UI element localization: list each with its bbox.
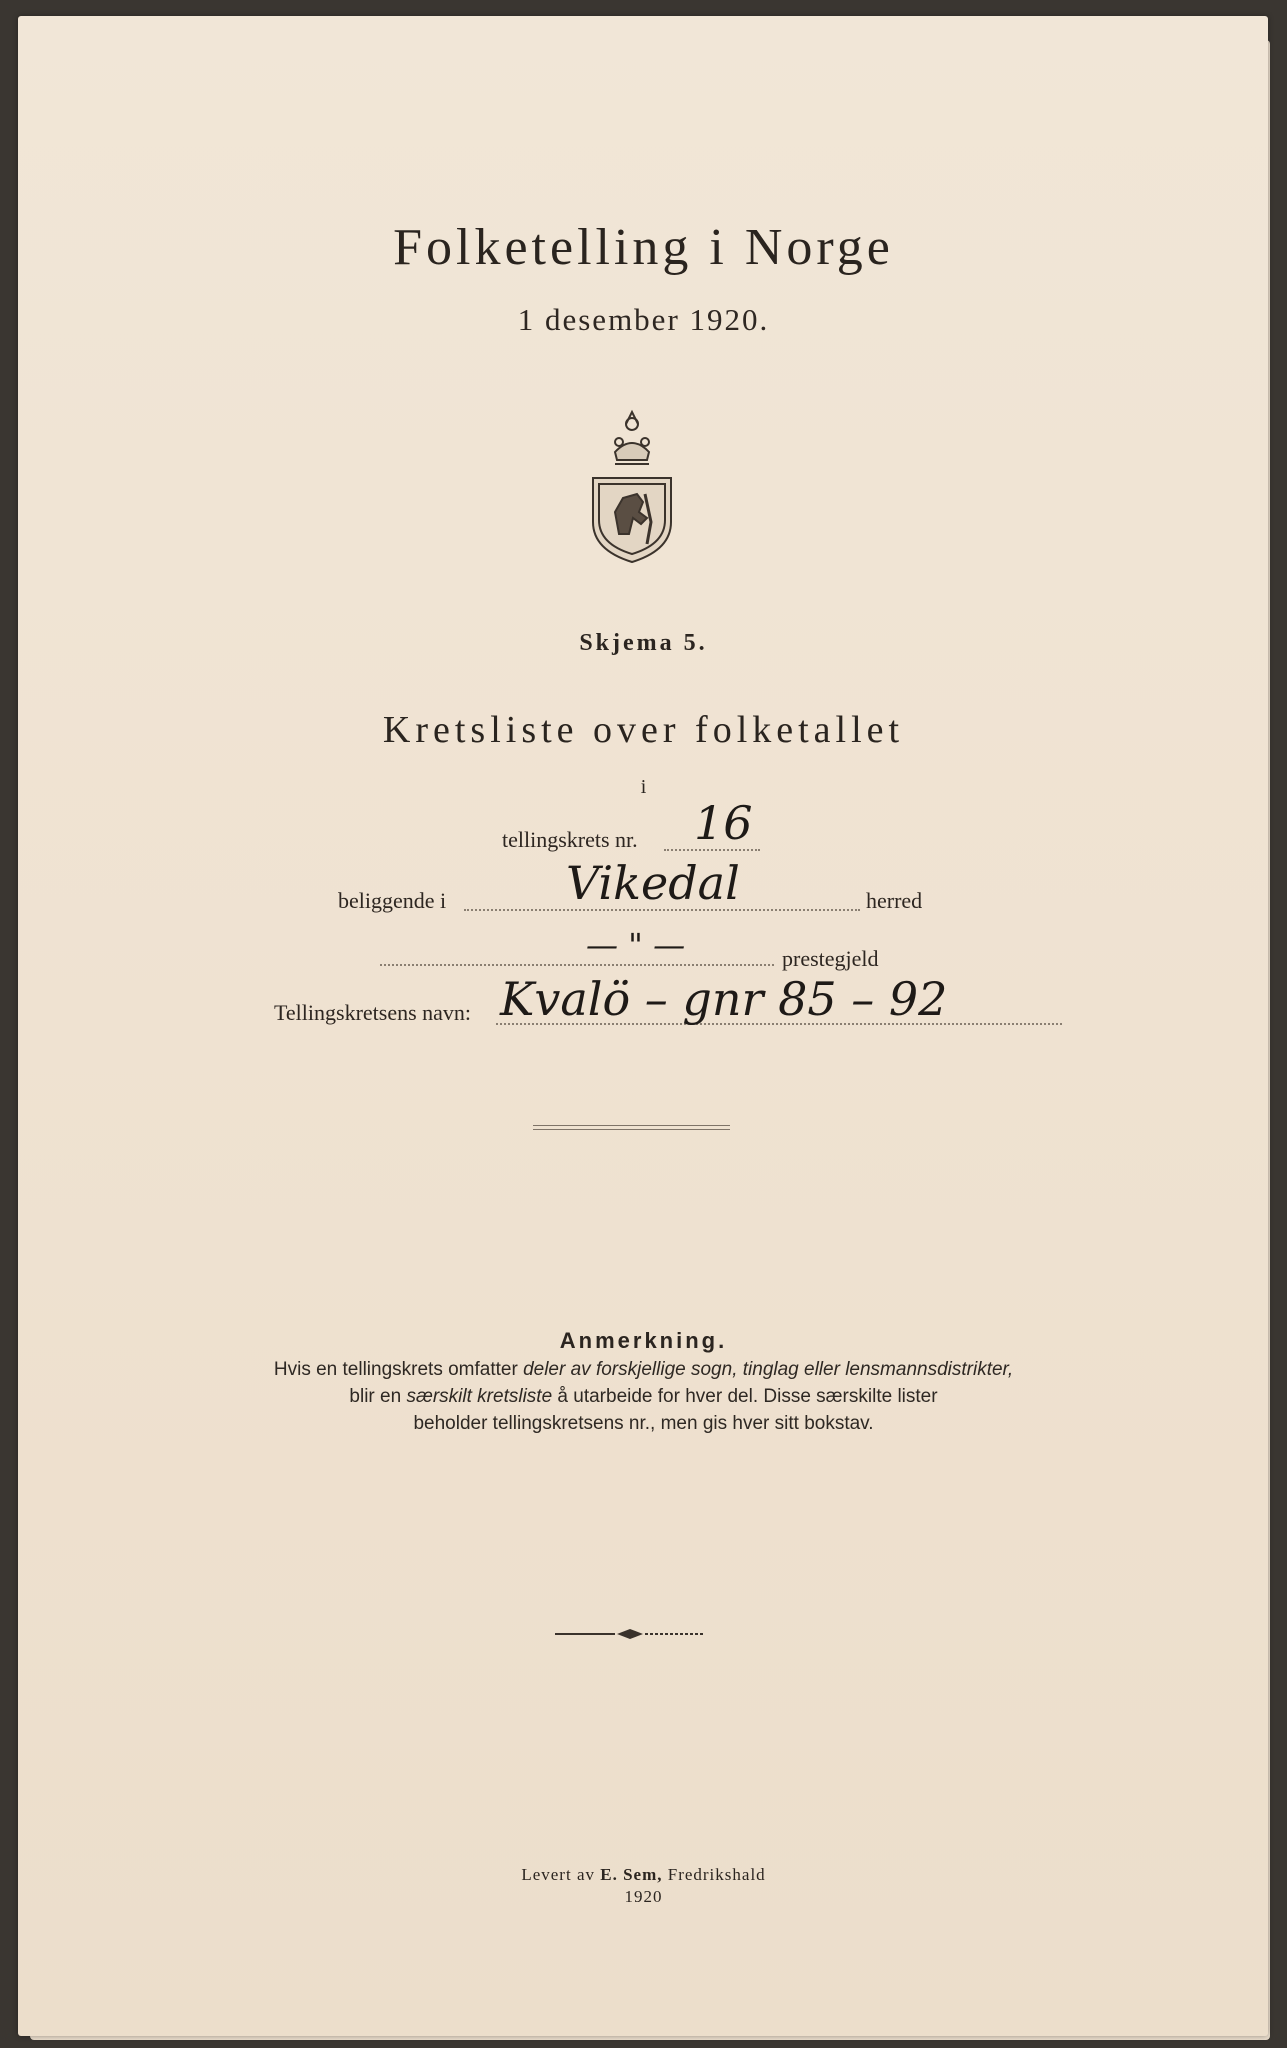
prestegjeld-label: prestegjeld: [782, 946, 879, 971]
norway-coat-of-arms-icon: [585, 394, 679, 564]
form-title: Folketelling i Norge: [393, 219, 894, 276]
herred-label: herred: [866, 888, 923, 913]
census-date: 1 desember 1920.: [517, 302, 770, 337]
remark-line-1-b: deler av forskjellige sogn, tinglag eller lensmannsdistrikter,: [523, 1359, 1014, 1380]
remark-line-3: beholder tellingskretsens nr., men gis hver sitt bokstav.: [413, 1413, 874, 1434]
form-subtitle: Kretsliste over folketallet: [382, 709, 905, 751]
tellingskrets-label: tellingskrets nr.: [502, 827, 638, 852]
navn-value: Kvalö – gnr 85 – 92: [500, 972, 948, 1026]
divider-rule: [533, 1125, 730, 1126]
beliggende-value: Vikedal: [566, 856, 740, 910]
remark-heading: Anmerkning.: [559, 1328, 728, 1353]
remark-line-2-b: særskilt kretsliste: [406, 1386, 553, 1407]
prestegjeld-line: [380, 964, 774, 966]
remark-line-2-c: å utarbeide for hver del. Disse særskilte lister: [552, 1386, 938, 1407]
remark-line-2: [160, 1383, 1127, 1410]
prestegjeld-value: — " —: [586, 926, 686, 964]
printer-year: 1920: [624, 1887, 663, 1906]
beliggende-label: beliggende i: [338, 888, 447, 913]
divider-rule-double: [533, 1129, 730, 1130]
remark-line-2-a: blir en: [349, 1386, 407, 1407]
printer-imprint: [0, 1864, 1287, 1908]
tellingskrets-number: 16: [694, 796, 753, 850]
ornament-divider-icon: [555, 1628, 705, 1640]
remark-line-1: [160, 1356, 1127, 1383]
printer-prefix: Levert av: [521, 1865, 595, 1884]
printer-city: Fredrikshald: [667, 1865, 766, 1884]
schema-label: Skjema 5.: [579, 630, 708, 656]
printer-name: E. Sem,: [600, 1865, 663, 1884]
navn-label: Tellingskretsens navn:: [274, 1000, 472, 1025]
remark-line-1-a: Hvis en tellingskrets omfatter: [273, 1359, 524, 1380]
connector-text: i: [640, 776, 647, 798]
